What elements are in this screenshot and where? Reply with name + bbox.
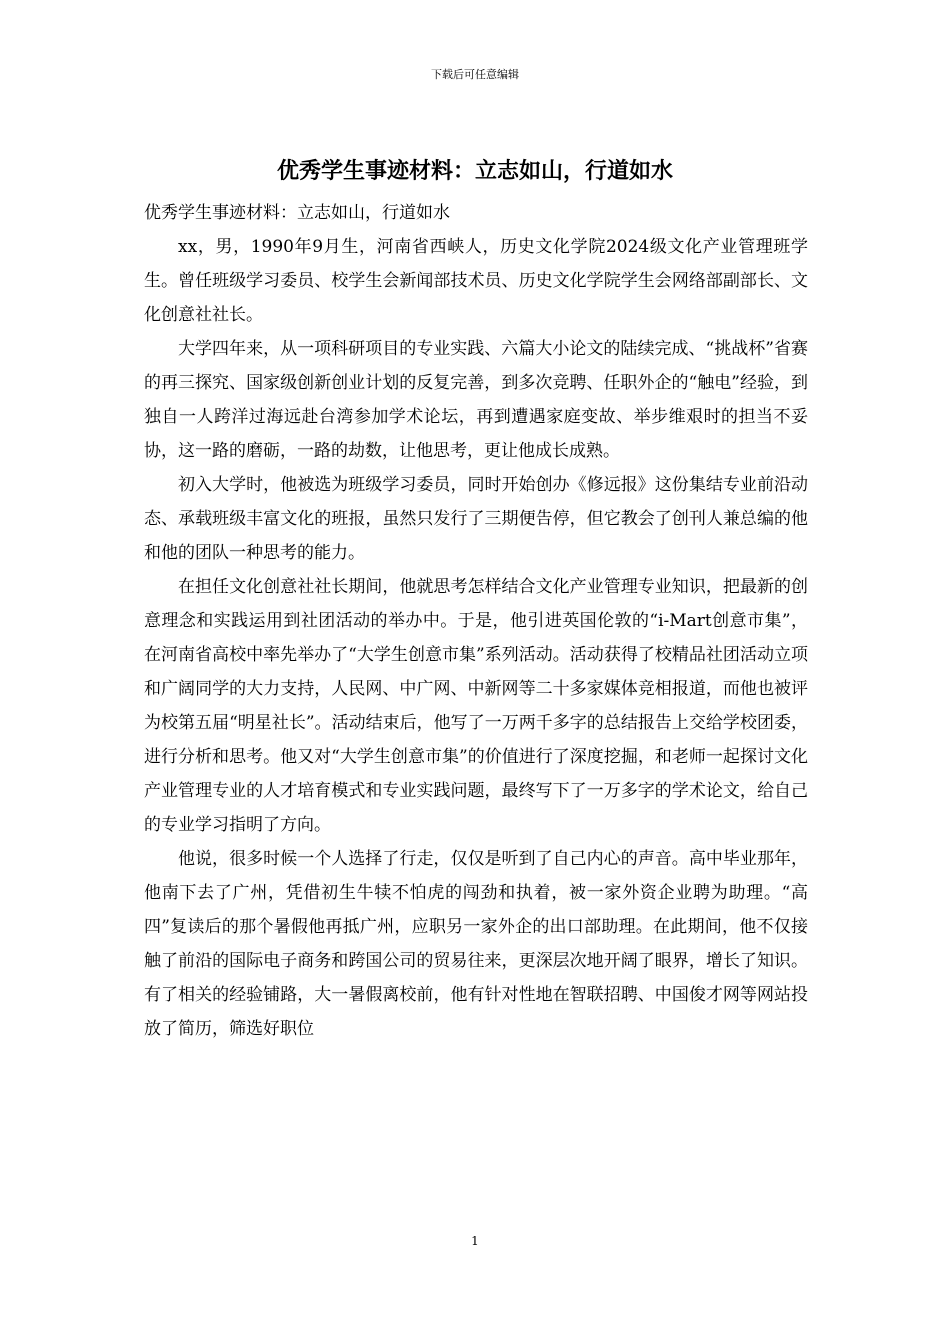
document-body xyxy=(144,196,808,1046)
paragraph-4: 在担任文化创意社社长期间，他就思考怎样结合文化产业管理专业知识，把最新的创意理念和实践运用到社团活动的举办中。于是，他引进英国伦敦的“i-Mart创意市集”，在河南省高校中率先举办了“大学生创意市集”系列活动。活动获得了校精品社团活动立项和广阔同学的大力支持，人民网、中广网、中新网等二十多家媒体竞相报道，而他也被评为校第五届“明星社长”。活动结束后，他写了一万两千多字的总结报告上交给学校团委，进行分析和思考。他又对“大学生创意市集”的价值进行了深度挖掘，和老师一起探讨文化产业管理专业的人才培育模式和专业实践问题，最终写下了一万多字的学术论文，给自己的专业学习指明了方向。 xyxy=(144,577,808,835)
page-header-note: 下载后可任意编辑 xyxy=(431,68,519,81)
document-title: 优秀学生事迹材料：立志如山，行道如水 xyxy=(276,158,673,184)
paragraph-5: 他说，很多时候一个人选择了行走，仅仅是听到了自己内心的声音。高中毕业那年，他南下去了广州，凭借初生牛犊不怕虎的闯劲和执着，被一家外资企业聘为助理。“高四”复读后的那个暑假他再抵广州，应职另一家外企的出口部助理。在此期间，他不仅接触了前沿的国际电子商务和跨国公司的贸易往来，更深层次地开阔了眼界，增长了知识。有了相关的经验铺路，大一暑假离校前，他有针对性地在智联招聘、中国俊才网等网站投放了简历，筛选好职位 xyxy=(144,849,808,1039)
paragraph-3: 初入大学时，他被选为班级学习委员，同时开始创办《修远报》这份集结专业前沿动态、承载班级丰富文化的班报，虽然只发行了三期便告停，但它教会了创刊人兼总编的他和他的团队一种思考的能力。 xyxy=(144,475,808,563)
page-number: 1 xyxy=(471,1234,479,1248)
subtitle-line: 优秀学生事迹材料：立志如山，行道如水 xyxy=(144,203,450,223)
paragraph-1: xx，男，1990年9月生，河南省西峡人，历史文化学院2024级文化产业管理班学生。曾任班级学习委员、校学生会新闻部技术员、历史文化学院学生会网络部副部长、文化创意社社长。 xyxy=(144,237,808,325)
paragraph-2: 大学四年来，从一项科研项目的专业实践、六篇大小论文的陆续完成、“挑战杯”省赛的再三探究、国家级创新创业计划的反复完善，到多次竞聘、任职外企的“触电”经验，到独自一人跨洋过海远赴台湾参加学术论坛，再到遭遇家庭变故、举步维艰时的担当不妥协，这一路的磨砺，一路的劫数，让他思考，更让他成长成熟。 xyxy=(144,339,808,461)
